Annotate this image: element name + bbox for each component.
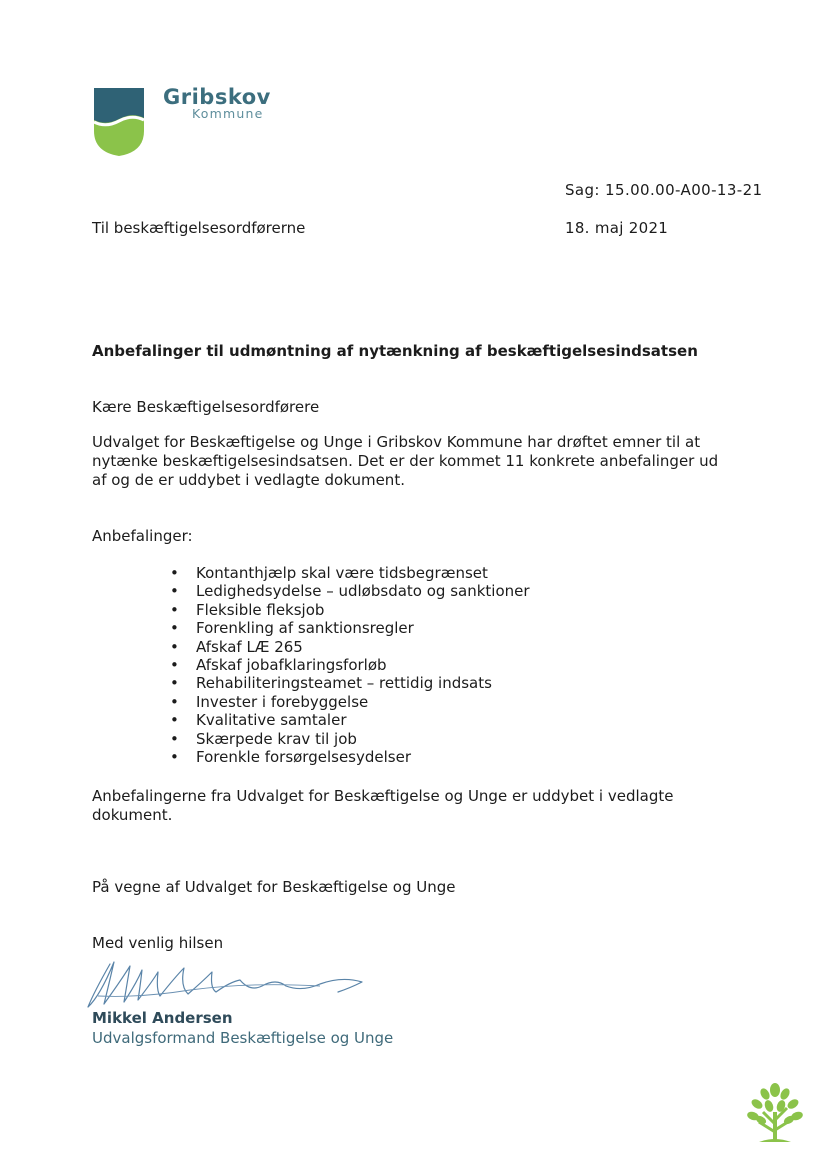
list-item: • Forenkling af sanktionsregler: [170, 619, 530, 637]
intro-paragraph: [92, 433, 752, 490]
list-item: • Kontanthjælp skal være tidsbegrænset: [170, 564, 530, 582]
logo-subtitle: Kommune: [192, 106, 264, 121]
list-item: • Kvalitative samtaler: [170, 711, 530, 729]
closing-paragraph: [92, 787, 732, 825]
letter-heading: Anbefalinger til udmøntning af nytænkning af beskæftigelsesindsatsen: [92, 342, 698, 360]
on-behalf-line: På vegne af Udvalget for Beskæftigelse og Unge: [92, 878, 456, 896]
signer-title: Udvalgsformand Beskæftigelse og Unge: [92, 1029, 394, 1047]
list-item: • Rehabiliteringsteamet – rettidig indsats: [170, 674, 530, 692]
paragraph-line: af og de er uddybet i vedlagte dokument.: [92, 471, 405, 489]
signer-name: Mikkel Andersen: [92, 1009, 233, 1027]
letter-date: 18. maj 2021: [565, 219, 669, 237]
paragraph-line: dokument.: [92, 806, 173, 824]
recipient: Til beskæftigelsesordførerne: [92, 219, 306, 237]
list-item: • Fleksible fleksjob: [170, 601, 530, 619]
closing-greeting: Med venlig hilsen: [92, 934, 224, 952]
case-number: Sag: 15.00.00-A00-13-21: [565, 181, 763, 199]
list-item: • Afskaf LÆ 265: [170, 638, 530, 656]
logo-name: Gribskov: [163, 85, 271, 109]
list-item: • Ledighedsydelse – udløbsdato og sanktioner: [170, 582, 530, 600]
list-item: • Afskaf jobafklaringsforløb: [170, 656, 530, 674]
paragraph-line: Udvalget for Beskæftigelse og Unge i Gribskov Kommune har drøftet emner til at: [92, 433, 701, 451]
salutation: Kære Beskæftigelsesordførere: [92, 398, 320, 416]
list-item: • Skærpede krav til job: [170, 730, 530, 748]
recommendations-list: [170, 564, 530, 766]
recommendations-label: Anbefalinger:: [92, 527, 193, 545]
list-item: • Forenkle forsørgelsesydelser: [170, 748, 530, 766]
list-item: • Invester i forebyggelse: [170, 693, 530, 711]
paragraph-line: nytænke beskæftigelsesindsatsen. Det er der kommet 11 konkrete anbefalinger ud: [92, 452, 719, 470]
paragraph-line: Anbefalingerne fra Udvalget for Beskæftigelse og Unge er uddybet i vedlagte: [92, 787, 674, 805]
tree-icon: [745, 1082, 805, 1144]
